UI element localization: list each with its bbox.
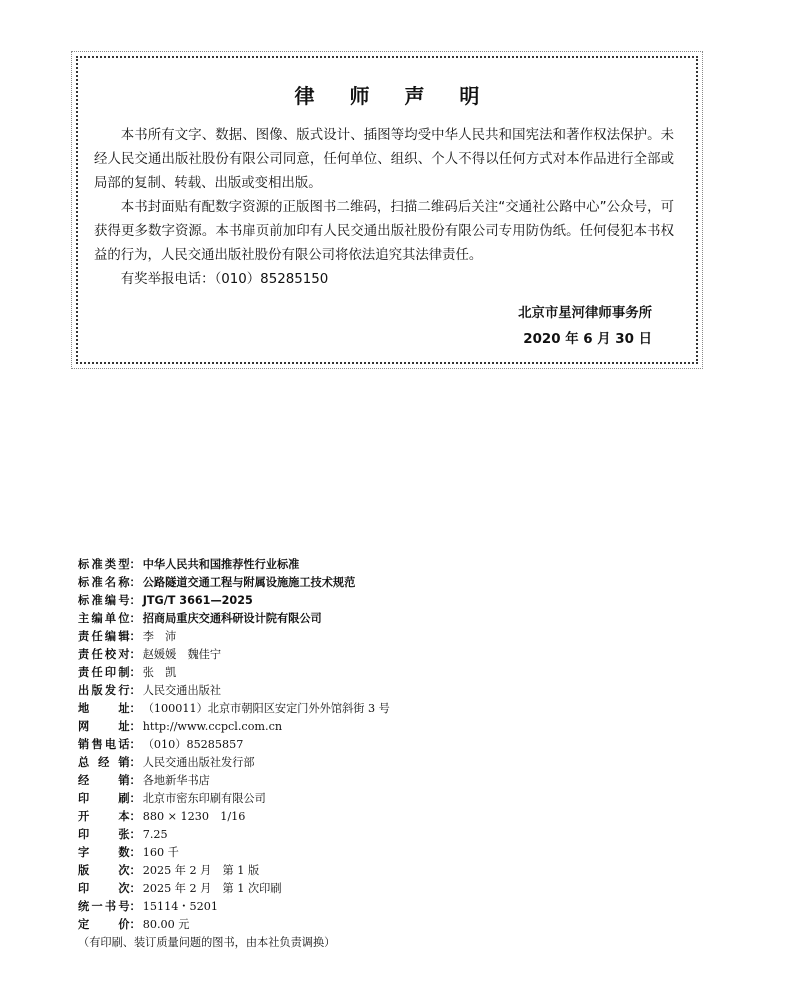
colophon-value: http://www.ccpcl.com.cn (142, 720, 283, 733)
colophon-row (78, 682, 538, 700)
colophon-colon: ： (129, 612, 141, 625)
colophon-colon: ： (129, 738, 141, 751)
colophon-colon: ： (129, 594, 141, 607)
statement-date: 2020 年 6 月 30 日 (523, 332, 652, 347)
colophon-row (78, 664, 538, 682)
colophon-value: 公路隧道交通工程与附属设施施工技术规范 (142, 576, 356, 589)
colophon-value: JTG/T 3661—2025 (142, 594, 253, 607)
colophon-value: 人民交通出版社 (142, 684, 222, 697)
colophon-label: 印 刷 (78, 792, 130, 805)
colophon-label: 开 本 (78, 810, 130, 823)
colophon-value: 880 × 1230 1/16 (142, 810, 246, 823)
colophon-row (78, 862, 538, 880)
colophon-label: 印 次 (78, 882, 130, 895)
colophon-value: 中华人民共和国推荐性行业标准 (142, 558, 300, 571)
colophon-label: 销 售 电 话 (78, 738, 130, 751)
colophon-colon: ： (129, 720, 141, 733)
quality-note: （有印刷、装订质量问题的图书，由本社负责调换） (78, 936, 336, 949)
colophon-label: 责 任 编 辑 (78, 630, 130, 643)
colophon-value: 人民交通出版社发行部 (142, 756, 255, 769)
lawyer-statement-box (76, 56, 698, 364)
colophon-row (78, 844, 538, 862)
colophon-value: 7.25 (142, 828, 168, 841)
colophon-row (78, 592, 538, 610)
statement-title: 律 师 声 明 (294, 84, 494, 108)
colophon-value: 80.00 元 (142, 918, 190, 931)
colophon-value: 各地新华书店 (142, 774, 210, 787)
colophon-colon: ： (129, 882, 141, 895)
colophon-label: 字 数 (78, 846, 130, 859)
colophon-colon: ： (129, 630, 141, 643)
colophon-row (78, 772, 538, 790)
colophon-label: 标 准 编 号 (78, 594, 130, 607)
colophon-value: 2025 年 2 月 第 1 次印刷 (142, 882, 282, 895)
colophon-row (78, 556, 538, 574)
colophon-label: 责 任 印 制 (78, 666, 130, 679)
colophon-colon: ： (129, 918, 141, 931)
colophon-value: 张 凯 (142, 666, 177, 679)
colophon-label: 主 编 单 位 (78, 612, 130, 625)
statement-paragraph: 本书封面贴有配数字资源的正版图书二维码，扫描二维码后关注“交通社公路中心”公众号，可获得更多数字资源。本书扉页前加印有人民交通出版社股份有限公司专用防伪纸。任何侵犯本书权益的行为，人民交通出版社股份有限公司将依法追究其法律责任。 (94, 200, 674, 263)
colophon-row (78, 610, 538, 628)
colophon-value: （010）85285857 (142, 738, 244, 751)
colophon-value: 李 沛 (142, 630, 177, 643)
colophon-colon: ： (129, 900, 141, 913)
colophon-colon: ： (129, 774, 141, 787)
colophon-value: 2025 年 2 月 第 1 版 (142, 864, 260, 877)
colophon-value: 赵媛媛 魏佳宁 (142, 648, 222, 661)
report-hotline: 有奖举报电话：（010）85285150 (120, 272, 329, 287)
colophon-label: 总 经 销 (78, 756, 130, 769)
law-firm-name: 北京市星河律师事务所 (518, 306, 652, 321)
colophon-rows (78, 556, 538, 934)
colophon-value: 15114・5201 (142, 900, 218, 913)
colophon-label: 定 价 (78, 918, 130, 931)
colophon-label: 经 销 (78, 774, 130, 787)
colophon-colon: ： (129, 702, 141, 715)
colophon-colon: ： (129, 576, 141, 589)
colophon-colon: ： (129, 810, 141, 823)
statement-body (94, 124, 674, 292)
colophon-row (78, 754, 538, 772)
statement-paragraph: 本书所有文字、数据、图像、版式设计、插图等均受中华人民共和国宪法和著作权法保护。未经人民交通出版社股份有限公司同意，任何单位、组织、个人不得以任何方式对本作品进行全部或局部的复制、转载、出版或变相出版。 (94, 128, 674, 191)
colophon-colon: ： (129, 648, 141, 661)
colophon-label: 网 址 (78, 720, 130, 733)
colophon (78, 556, 538, 952)
colophon-colon: ： (129, 846, 141, 859)
colophon-label: 出 版 发 行 (78, 684, 130, 697)
colophon-row (78, 916, 538, 934)
colophon-row (78, 718, 538, 736)
colophon-row (78, 808, 538, 826)
colophon-colon: ： (129, 864, 141, 877)
colophon-colon: ： (129, 792, 141, 805)
colophon-row (78, 880, 538, 898)
colophon-row (78, 646, 538, 664)
colophon-colon: ： (129, 684, 141, 697)
colophon-row (78, 700, 538, 718)
colophon-row (78, 736, 538, 754)
colophon-label: 统 一 书 号 (78, 900, 130, 913)
colophon-row (78, 898, 538, 916)
colophon-value: 招商局重庆交通科研设计院有限公司 (142, 612, 322, 625)
colophon-value: （100011）北京市朝阳区安定门外外馆斜街 3 号 (142, 702, 390, 715)
colophon-colon: ： (129, 756, 141, 769)
colophon-colon: ： (129, 666, 141, 679)
colophon-colon: ： (129, 828, 141, 841)
colophon-row (78, 628, 538, 646)
colophon-row (78, 574, 538, 592)
colophon-label: 责 任 校 对 (78, 648, 130, 661)
colophon-label: 地 址 (78, 702, 130, 715)
colophon-row (78, 826, 538, 844)
colophon-value: 160 千 (142, 846, 179, 859)
colophon-label: 标 准 名 称 (78, 576, 130, 589)
colophon-label: 标 准 类 型 (78, 558, 130, 571)
colophon-label: 版 次 (78, 864, 130, 877)
colophon-colon: ： (129, 558, 141, 571)
colophon-label: 印 张 (78, 828, 130, 841)
colophon-row (78, 790, 538, 808)
colophon-value: 北京市密东印刷有限公司 (142, 792, 266, 805)
